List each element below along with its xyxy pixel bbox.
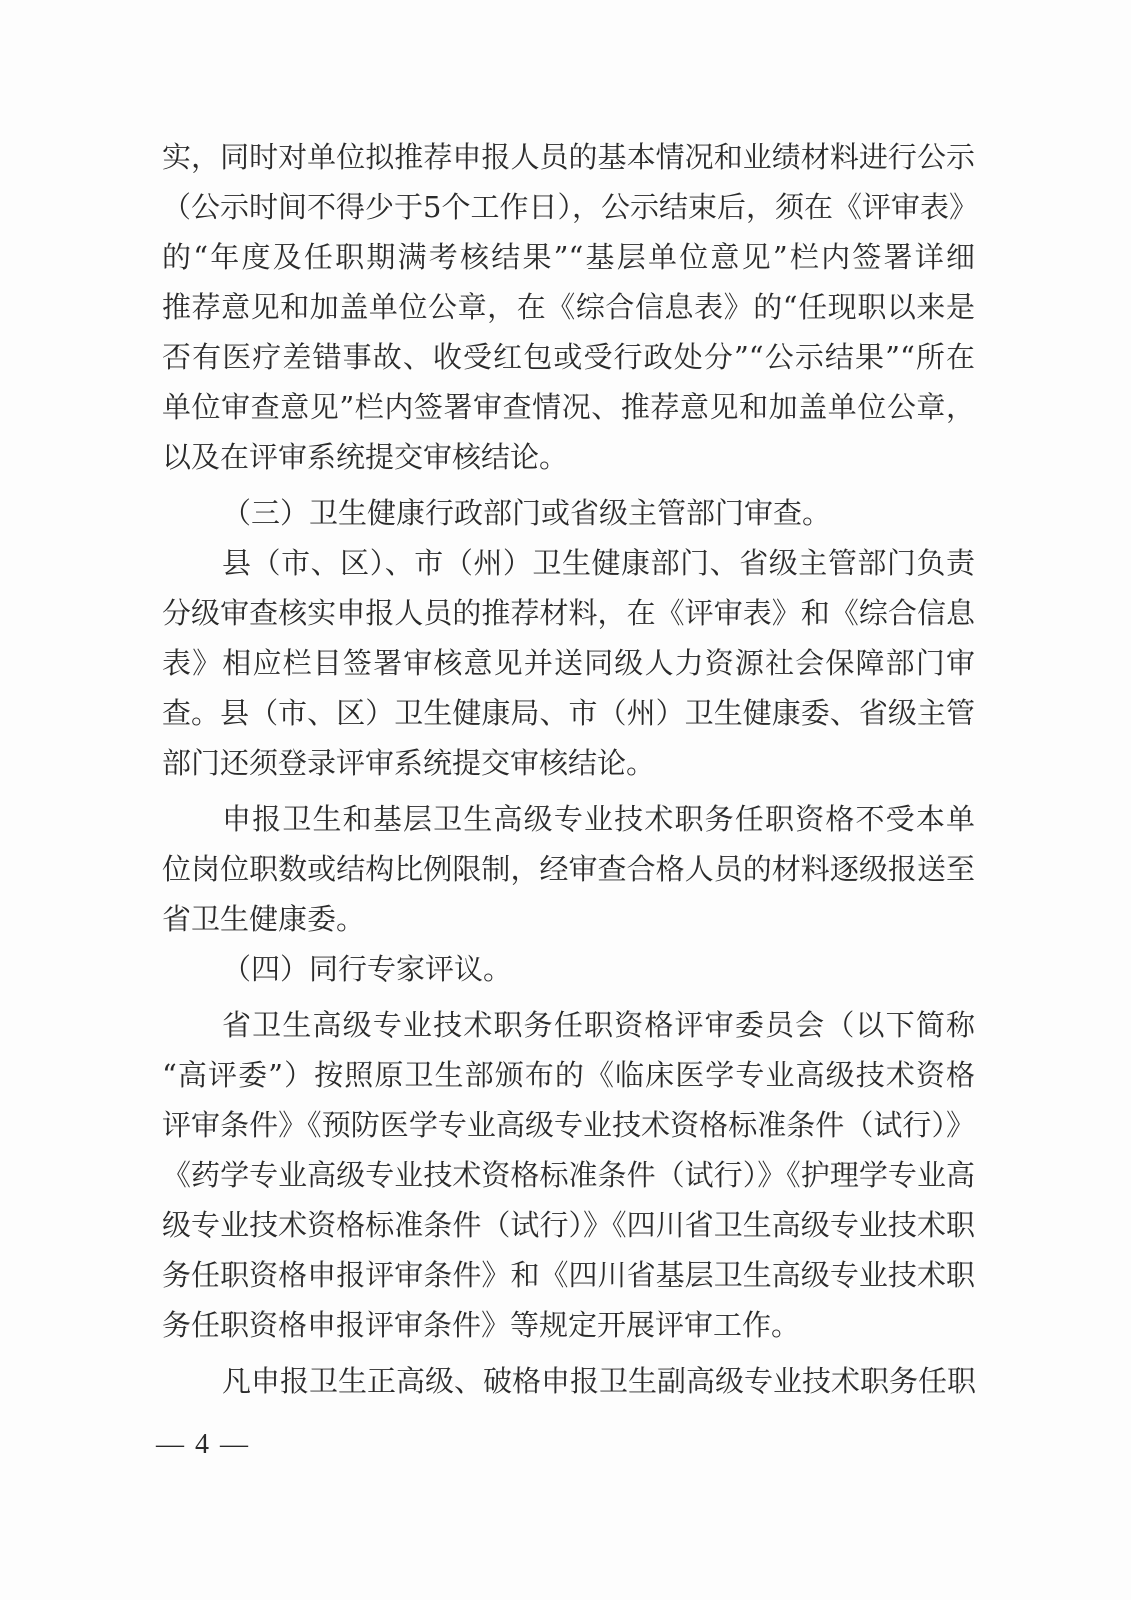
body-line: 位岗位职数或结构比例限制，经审查合格人员的材料逐级报送至 bbox=[162, 852, 975, 886]
body-line: 分级审查核实申报人员的推荐材料，在《评审表》和《综合信息 bbox=[162, 596, 975, 630]
body-line: “高评委”）按照原卫生部颁布的《临床医学专业高级技术资格 bbox=[162, 1058, 975, 1092]
body-line: 务任职资格申报评审条件》和《四川省基层卫生高级专业技术职 bbox=[162, 1258, 975, 1292]
body-line: 省卫生健康委。 bbox=[162, 902, 366, 936]
body-line: 否有医疗差错事故、收受红包或受行政处分”“公示结果”“所在 bbox=[162, 340, 975, 374]
body-line: 单位审查意见”栏内签署审查情况、推荐意见和加盖单位公章， bbox=[162, 390, 975, 424]
body-line: 凡申报卫生正高级、破格申报卫生副高级专业技术职务任职 bbox=[222, 1364, 977, 1398]
body-line: 级专业技术资格标准条件（试行）》《四川省卫生高级专业技术职 bbox=[162, 1208, 975, 1242]
section-heading: （三）卫生健康行政部门或省级主管部门审查。 bbox=[222, 496, 832, 530]
body-line: 查。县（市、区）卫生健康局、市（州）卫生健康委、省级主管 bbox=[162, 696, 975, 730]
section-heading: （四）同行专家评议。 bbox=[222, 952, 513, 986]
body-line: 实，同时对单位拟推荐申报人员的基本情况和业绩材料进行公示 bbox=[162, 140, 975, 174]
body-line: 县（市、区）、市（州）卫生健康部门、省级主管部门负责 bbox=[222, 546, 975, 580]
body-line: 省卫生高级专业技术职务任职资格评审委员会（以下简称 bbox=[222, 1008, 975, 1042]
body-line: 申报卫生和基层卫生高级专业技术职务任职资格不受本单 bbox=[222, 802, 975, 836]
body-line: （公示时间不得少于5个工作日），公示结束后，须在《评审表》 bbox=[162, 190, 978, 224]
body-line: 部门还须登录评审系统提交审核结论。 bbox=[162, 746, 656, 780]
body-line: 《药学专业高级专业技术资格标准条件（试行）》《护理学专业高 bbox=[162, 1158, 975, 1192]
page-number: — 4 — bbox=[156, 1429, 250, 1460]
body-line: 以及在评审系统提交审核结论。 bbox=[162, 440, 569, 474]
body-line: 的“年度及任职期满考核结果”“基层单位意见”栏内签署详细 bbox=[162, 240, 975, 274]
body-line: 推荐意见和加盖单位公章，在《综合信息表》的“任现职以来是 bbox=[162, 290, 975, 324]
body-line: 务任职资格申报评审条件》等规定开展评审工作。 bbox=[162, 1308, 801, 1342]
body-line: 评审条件》《预防医学专业高级专业技术资格标准条件（试行）》 bbox=[162, 1108, 975, 1142]
body-line: 表》相应栏目签署审核意见并送同级人力资源社会保障部门审 bbox=[162, 646, 975, 680]
